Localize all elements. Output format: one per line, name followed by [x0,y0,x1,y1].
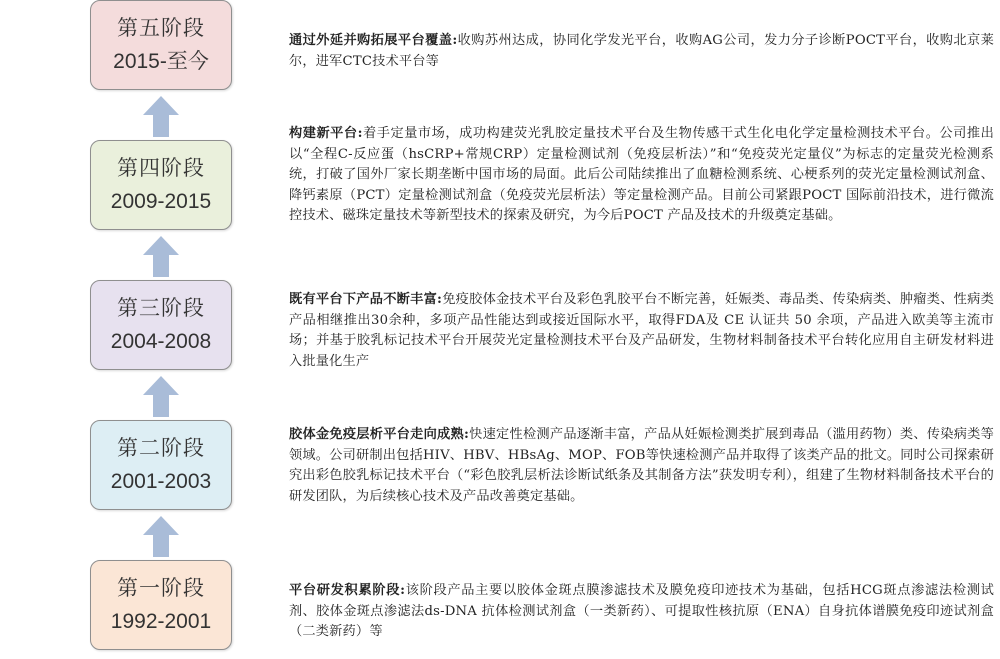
stage-period: 2015-至今 [113,50,209,73]
stage-3-description [289,290,994,372]
stage-name: 第五阶段 [117,16,205,40]
stage-1-heading: 平台研发积累阶段: [289,583,406,598]
stage-box-1 [90,560,232,650]
stage-2-text: 快速定性检测产品逐渐丰富，产品从妊娠检测类扩展到毒品（滥用药物）类、传染病类等领域。公司研制出包括HIV、HBV、HBsAg、MOP、FOB等快速检测产品并取得了该类产品的批文。同时公司探索研究出彩色胶乳标记技术平台（“彩色胶乳层析法诊断试纸条及其制备方法”获发明专利），组建了生物材料制备技术平台的研发团队，为后续核心技术及产品改善奠定基础。 [289,427,995,504]
stage-box-3 [90,280,232,370]
stage-4-description [289,124,994,227]
stage-name: 第二阶段 [117,436,205,460]
stage-5-heading: 通过外延并购拓展平台覆盖: [289,33,458,48]
stage-3-text: 免疫胶体金技术平台及彩色乳胶平台不断完善，妊娠类、毒品类、传染病类、肿瘤类、性病类产品相继推出30余种，多项产品性能达到或接近国际水平，取得FDA及 CE 认证共 50 余项，产品进入欧美等主流市场；并基于胶乳标记技术平台开展荧光定量检测技术平台及产品研发，生物材料制备技术平台转化应用自主研发材料进入批量化生产 [289,292,994,369]
stage-period: 2004-2008 [110,330,212,353]
stage-2-heading: 胶体金免疫层析平台走向成熟: [289,427,470,442]
stage-4-text: 着手定量市场，成功构建荧光乳胶定量技术平台及生物传感干式生化电化学定量检测技术平台。公司推出以“全程C-反应蛋（hsCRP+常规CRP）定量检测试剂（免疫层析法）”和“免疫荧光定量仪”为标志的定量荧光检测系统，打破了国外厂家长期垄断中国市场的局面。此后公司陆续推出了血糖检测系统、心梗系列的荧光定量检测试剂盒、降钙素原（PCT）定量检测试剂盒（免疫荧光层析法）等定量检测产品。目前公司紧跟POCT 国际前沿技术，进行微流控技术、磁珠定量技术等新型技术的探索及研究，为今后POCT 产品及技术的升级奠定基础。 [289,126,994,223]
stage-period: 2001-2003 [110,470,212,493]
stage-5-description [289,31,994,72]
arrow-up-icon [141,94,181,138]
arrow-up-icon [141,374,181,418]
stage-5-text: 收购苏州达成，协同化学发光平台，收购AG公司，发力分子诊断POCT平台，收购北京莱尔，进军CTC技术平台等 [289,33,995,69]
stage-box-2 [90,420,232,510]
stage-box-5 [90,0,232,90]
stage-1-text: 该阶段产品主要以胶体金斑点膜渗滤技术及膜免疫印迹技术为基础，包括HCG斑点渗滤法检测试剂、胶体金斑点渗滤法ds-DNA 抗体检测试剂盒（一类新药）、可提取性核抗原（ENA）自身抗体谱膜免疫印迹试剂盒（二类新药）等 [289,583,994,639]
arrow-up-icon [141,514,181,558]
stage-name: 第三阶段 [117,296,205,320]
stage-2-description [289,425,994,507]
stage-3-heading: 既有平台下产品不断丰富: [289,292,443,307]
stage-period: 2009-2015 [110,190,212,213]
stage-box-4 [90,140,232,230]
stage-period: 1992-2001 [110,610,212,633]
arrow-up-icon [141,234,181,278]
stage-4-heading: 构建新平台: [289,126,363,141]
stage-name: 第四阶段 [117,156,205,180]
stage-name: 第一阶段 [117,576,205,600]
stage-1-description [289,581,994,643]
